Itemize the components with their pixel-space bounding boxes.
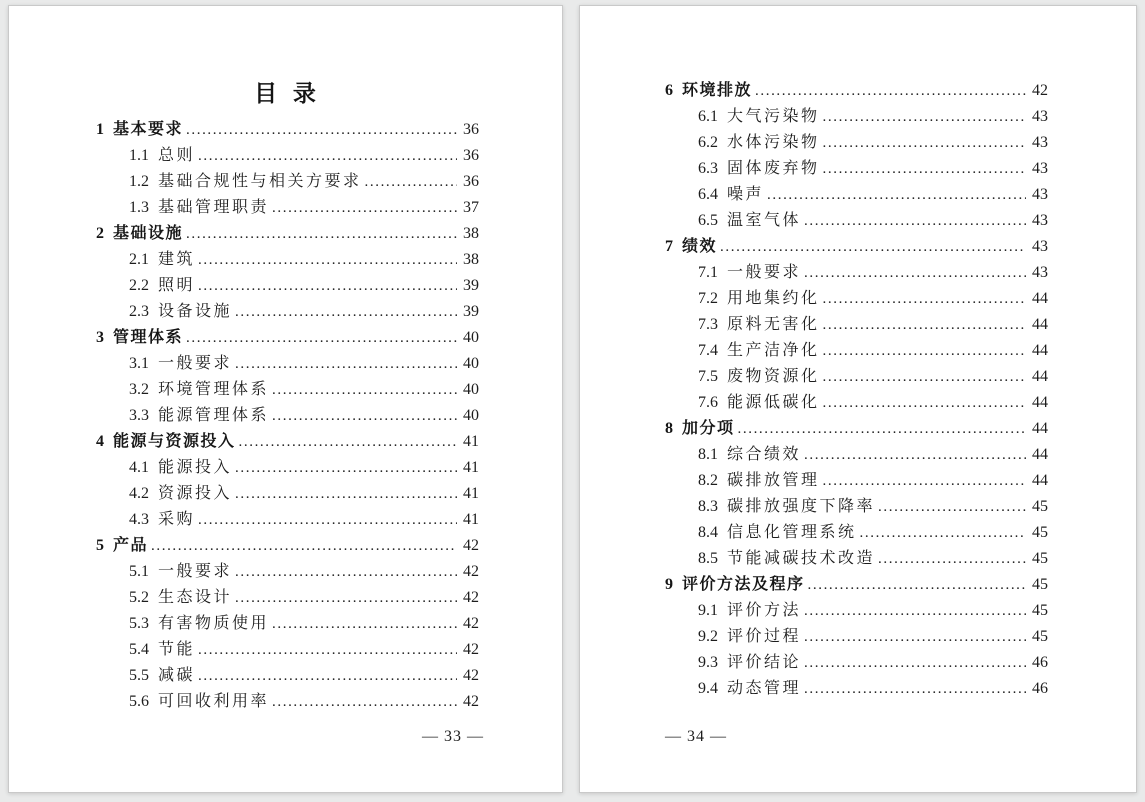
entry-label: 基础管理职责 bbox=[158, 199, 270, 216]
entry-page-number: 43 bbox=[1032, 238, 1048, 255]
entry-number: 6.5 bbox=[698, 212, 718, 229]
toc-entry bbox=[96, 663, 479, 689]
page-number-footer: — 33 — bbox=[422, 728, 484, 745]
entry-label: 评价方法 bbox=[727, 602, 802, 619]
entry-number: 7.3 bbox=[698, 316, 718, 333]
entry-page-number: 45 bbox=[1032, 524, 1048, 541]
entry-label: 能源与资源投入 bbox=[113, 433, 236, 450]
toc-entry bbox=[665, 650, 1048, 676]
toc-entry bbox=[96, 351, 479, 377]
entry-number: 2.3 bbox=[129, 303, 149, 320]
entry-page-number: 44 bbox=[1032, 420, 1048, 437]
entry-label: 建筑 bbox=[158, 251, 196, 268]
entry-page-number: 42 bbox=[463, 693, 479, 710]
toc-entry bbox=[665, 312, 1048, 338]
entry-number: 7.4 bbox=[698, 342, 718, 359]
toc-entry bbox=[665, 572, 1048, 598]
entry-label: 一般要求 bbox=[158, 563, 233, 580]
toc-entry bbox=[96, 429, 479, 455]
toc-entry bbox=[96, 481, 479, 507]
entry-page-number: 43 bbox=[1032, 186, 1048, 203]
entry-number: 9.2 bbox=[698, 628, 718, 645]
dot-leader bbox=[878, 494, 1026, 520]
entry-label: 固体废弃物 bbox=[727, 160, 820, 177]
entry-number: 3.3 bbox=[129, 407, 149, 424]
entry-label: 减碳 bbox=[158, 667, 196, 684]
entry-label: 动态管理 bbox=[727, 680, 802, 697]
entry-number: 4.1 bbox=[129, 459, 149, 476]
dot-leader bbox=[804, 442, 1026, 468]
dot-leader bbox=[365, 169, 457, 195]
dot-leader bbox=[755, 78, 1026, 104]
toc-entry bbox=[96, 221, 479, 247]
entry-number: 7.5 bbox=[698, 368, 718, 385]
entry-page-number: 41 bbox=[463, 485, 479, 502]
entry-page-number: 44 bbox=[1032, 446, 1048, 463]
entry-number: 7 bbox=[665, 238, 673, 255]
dot-leader bbox=[823, 390, 1026, 416]
entry-label: 生态设计 bbox=[158, 589, 233, 606]
entry-label: 基础合规性与相关方要求 bbox=[158, 173, 362, 190]
entry-number: 7.6 bbox=[698, 394, 718, 411]
dot-leader bbox=[860, 520, 1026, 546]
toc-entry bbox=[665, 442, 1048, 468]
entry-label: 生产洁净化 bbox=[727, 342, 820, 359]
toc-entry bbox=[96, 689, 479, 715]
dot-leader bbox=[823, 286, 1026, 312]
dot-leader bbox=[272, 403, 457, 429]
entry-number: 8.1 bbox=[698, 446, 718, 463]
entry-page-number: 39 bbox=[463, 277, 479, 294]
entry-page-number: 39 bbox=[463, 303, 479, 320]
entry-number: 8.3 bbox=[698, 498, 718, 515]
entry-number: 3.2 bbox=[129, 381, 149, 398]
dot-leader bbox=[878, 546, 1026, 572]
entry-number: 4.3 bbox=[129, 511, 149, 528]
entry-number: 9 bbox=[665, 576, 673, 593]
toc-entry bbox=[665, 78, 1048, 104]
entry-page-number: 36 bbox=[463, 173, 479, 190]
toc-entry bbox=[96, 533, 479, 559]
toc-entry bbox=[665, 156, 1048, 182]
toc-entry bbox=[665, 676, 1048, 702]
entry-page-number: 46 bbox=[1032, 680, 1048, 697]
entry-page-number: 42 bbox=[463, 563, 479, 580]
entry-page-number: 44 bbox=[1032, 290, 1048, 307]
entry-label: 评价方法及程序 bbox=[682, 576, 805, 593]
entry-page-number: 42 bbox=[463, 641, 479, 658]
toc-entry bbox=[96, 117, 479, 143]
dot-leader bbox=[823, 312, 1026, 338]
dot-leader bbox=[198, 273, 457, 299]
entry-number: 1.1 bbox=[129, 147, 149, 164]
entry-page-number: 38 bbox=[463, 225, 479, 242]
dot-leader bbox=[235, 351, 457, 377]
entry-label: 环境排放 bbox=[682, 82, 753, 99]
dot-leader bbox=[804, 208, 1026, 234]
entry-label: 评价结论 bbox=[727, 654, 802, 671]
entry-page-number: 36 bbox=[463, 147, 479, 164]
entry-page-number: 44 bbox=[1032, 394, 1048, 411]
toc-entry bbox=[96, 299, 479, 325]
entry-page-number: 45 bbox=[1032, 550, 1048, 567]
entry-label: 噪声 bbox=[727, 186, 765, 203]
entry-label: 可回收利用率 bbox=[158, 693, 270, 710]
entry-number: 6.1 bbox=[698, 108, 718, 125]
dot-leader bbox=[738, 416, 1026, 442]
toc-entry bbox=[96, 559, 479, 585]
entry-page-number: 45 bbox=[1032, 628, 1048, 645]
entry-label: 废物资源化 bbox=[727, 368, 820, 385]
entry-number: 8.2 bbox=[698, 472, 718, 489]
entry-label: 产品 bbox=[113, 537, 149, 554]
entry-number: 4 bbox=[96, 433, 104, 450]
entry-label: 总则 bbox=[158, 147, 196, 164]
entry-number: 2 bbox=[96, 225, 104, 242]
toc-entry bbox=[665, 364, 1048, 390]
entry-page-number: 42 bbox=[1032, 82, 1048, 99]
toc-entry bbox=[96, 169, 479, 195]
toc-entry bbox=[96, 611, 479, 637]
entry-label: 节能 bbox=[158, 641, 196, 658]
toc-entry bbox=[665, 104, 1048, 130]
dot-leader bbox=[823, 130, 1026, 156]
dot-leader bbox=[272, 689, 457, 715]
entry-page-number: 42 bbox=[463, 537, 479, 554]
toc-entry bbox=[96, 143, 479, 169]
dot-leader bbox=[235, 585, 457, 611]
entry-page-number: 38 bbox=[463, 251, 479, 268]
dot-leader bbox=[186, 221, 457, 247]
entry-number: 5.2 bbox=[129, 589, 149, 606]
entry-page-number: 43 bbox=[1032, 134, 1048, 151]
entry-label: 加分项 bbox=[682, 420, 735, 437]
dot-leader bbox=[186, 325, 457, 351]
dot-leader bbox=[272, 611, 457, 637]
toc-entry bbox=[665, 624, 1048, 650]
dot-leader bbox=[235, 559, 457, 585]
entry-label: 采购 bbox=[158, 511, 196, 528]
entry-label: 评价过程 bbox=[727, 628, 802, 645]
dot-leader bbox=[186, 117, 457, 143]
entry-label: 绩效 bbox=[682, 238, 718, 255]
entry-label: 用地集约化 bbox=[727, 290, 820, 307]
dot-leader bbox=[239, 429, 457, 455]
entry-page-number: 37 bbox=[463, 199, 479, 216]
entry-label: 节能减碳技术改造 bbox=[727, 550, 876, 567]
entry-label: 水体污染物 bbox=[727, 134, 820, 151]
dot-leader bbox=[808, 572, 1026, 598]
entry-page-number: 44 bbox=[1032, 368, 1048, 385]
entry-number: 6.4 bbox=[698, 186, 718, 203]
entry-number: 2.2 bbox=[129, 277, 149, 294]
entry-page-number: 42 bbox=[463, 589, 479, 606]
entry-number: 9.4 bbox=[698, 680, 718, 697]
dot-leader bbox=[823, 364, 1026, 390]
entry-label: 综合绩效 bbox=[727, 446, 802, 463]
entry-label: 碳排放强度下降率 bbox=[727, 498, 876, 515]
entry-number: 6 bbox=[665, 82, 673, 99]
toc-entry bbox=[96, 195, 479, 221]
entry-label: 大气污染物 bbox=[727, 108, 820, 125]
entry-label: 基础设施 bbox=[113, 225, 184, 242]
dot-leader bbox=[823, 156, 1026, 182]
entry-number: 7.2 bbox=[698, 290, 718, 307]
entry-page-number: 40 bbox=[463, 355, 479, 372]
entry-label: 信息化管理系统 bbox=[727, 524, 857, 541]
entry-label: 一般要求 bbox=[727, 264, 802, 281]
entry-page-number: 46 bbox=[1032, 654, 1048, 671]
entry-number: 6.2 bbox=[698, 134, 718, 151]
entry-number: 1.3 bbox=[129, 199, 149, 216]
toc-entry bbox=[665, 286, 1048, 312]
entry-number: 7.1 bbox=[698, 264, 718, 281]
entry-page-number: 40 bbox=[463, 329, 479, 346]
dot-leader bbox=[823, 338, 1026, 364]
dot-leader bbox=[823, 468, 1026, 494]
entry-page-number: 41 bbox=[463, 511, 479, 528]
toc-entry bbox=[665, 390, 1048, 416]
entry-page-number: 42 bbox=[463, 615, 479, 632]
entry-page-number: 44 bbox=[1032, 472, 1048, 489]
entry-label: 温室气体 bbox=[727, 212, 802, 229]
toc-list bbox=[665, 6, 1048, 702]
toc-list bbox=[96, 117, 479, 715]
entry-page-number: 44 bbox=[1032, 342, 1048, 359]
entry-number: 8.4 bbox=[698, 524, 718, 541]
entry-page-number: 44 bbox=[1032, 316, 1048, 333]
entry-number: 5.3 bbox=[129, 615, 149, 632]
dot-leader bbox=[235, 455, 457, 481]
entry-page-number: 40 bbox=[463, 407, 479, 424]
entry-number: 8.5 bbox=[698, 550, 718, 567]
dot-leader bbox=[804, 260, 1026, 286]
page-number-footer: — 34 — bbox=[665, 728, 727, 745]
dot-leader bbox=[804, 598, 1026, 624]
entry-page-number: 43 bbox=[1032, 108, 1048, 125]
dot-leader bbox=[272, 377, 457, 403]
entry-label: 管理体系 bbox=[113, 329, 184, 346]
dot-leader bbox=[823, 104, 1026, 130]
entry-label: 设备设施 bbox=[158, 303, 233, 320]
entry-number: 3.1 bbox=[129, 355, 149, 372]
entry-page-number: 42 bbox=[463, 667, 479, 684]
toc-entry bbox=[665, 208, 1048, 234]
toc-entry bbox=[665, 546, 1048, 572]
entry-label: 基本要求 bbox=[113, 121, 184, 138]
toc-entry bbox=[665, 260, 1048, 286]
entry-label: 一般要求 bbox=[158, 355, 233, 372]
dot-leader bbox=[720, 234, 1026, 260]
entry-number: 5.6 bbox=[129, 693, 149, 710]
entry-number: 4.2 bbox=[129, 485, 149, 502]
page-33 bbox=[8, 5, 563, 793]
entry-page-number: 45 bbox=[1032, 576, 1048, 593]
entry-page-number: 43 bbox=[1032, 160, 1048, 177]
dot-leader bbox=[767, 182, 1026, 208]
toc-entry bbox=[96, 273, 479, 299]
toc-entry bbox=[665, 234, 1048, 260]
dot-leader bbox=[198, 143, 457, 169]
toc-entry bbox=[665, 182, 1048, 208]
toc-entry bbox=[96, 637, 479, 663]
entry-page-number: 36 bbox=[463, 121, 479, 138]
entry-page-number: 41 bbox=[463, 459, 479, 476]
entry-number: 5.1 bbox=[129, 563, 149, 580]
entry-number: 2.1 bbox=[129, 251, 149, 268]
entry-number: 1.2 bbox=[129, 173, 149, 190]
toc-entry bbox=[665, 598, 1048, 624]
toc-entry bbox=[665, 520, 1048, 546]
entry-page-number: 45 bbox=[1032, 498, 1048, 515]
entry-page-number: 45 bbox=[1032, 602, 1048, 619]
toc-entry bbox=[665, 130, 1048, 156]
toc-entry bbox=[665, 416, 1048, 442]
entry-number: 6.3 bbox=[698, 160, 718, 177]
entry-number: 9.1 bbox=[698, 602, 718, 619]
entry-label: 原料无害化 bbox=[727, 316, 820, 333]
entry-label: 资源投入 bbox=[158, 485, 233, 502]
dot-leader bbox=[804, 624, 1026, 650]
dot-leader bbox=[198, 637, 457, 663]
toc-entry bbox=[96, 247, 479, 273]
dot-leader bbox=[235, 481, 457, 507]
entry-number: 3 bbox=[96, 329, 104, 346]
entry-number: 5.5 bbox=[129, 667, 149, 684]
entry-number: 5.4 bbox=[129, 641, 149, 658]
page-34 bbox=[579, 5, 1137, 793]
toc-entry bbox=[96, 455, 479, 481]
toc-entry bbox=[96, 507, 479, 533]
toc-entry bbox=[96, 585, 479, 611]
toc-title: 目 录 bbox=[254, 81, 321, 106]
entry-label: 能源管理体系 bbox=[158, 407, 270, 424]
entry-number: 1 bbox=[96, 121, 104, 138]
toc-entry bbox=[665, 338, 1048, 364]
entry-page-number: 43 bbox=[1032, 264, 1048, 281]
entry-label: 能源投入 bbox=[158, 459, 233, 476]
dot-leader bbox=[272, 195, 457, 221]
entry-page-number: 43 bbox=[1032, 212, 1048, 229]
toc-entry bbox=[665, 494, 1048, 520]
toc-entry bbox=[96, 403, 479, 429]
entry-label: 有害物质使用 bbox=[158, 615, 270, 632]
entry-number: 9.3 bbox=[698, 654, 718, 671]
entry-number: 5 bbox=[96, 537, 104, 554]
dot-leader bbox=[804, 650, 1026, 676]
entry-number: 8 bbox=[665, 420, 673, 437]
dot-leader bbox=[198, 247, 457, 273]
toc-entry bbox=[96, 377, 479, 403]
entry-page-number: 41 bbox=[463, 433, 479, 450]
toc-entry bbox=[96, 325, 479, 351]
entry-label: 环境管理体系 bbox=[158, 381, 270, 398]
dot-leader bbox=[235, 299, 457, 325]
dot-leader bbox=[804, 676, 1026, 702]
entry-label: 照明 bbox=[158, 277, 196, 294]
dot-leader bbox=[151, 533, 457, 559]
dot-leader bbox=[198, 507, 457, 533]
entry-label: 能源低碳化 bbox=[727, 394, 820, 411]
entry-label: 碳排放管理 bbox=[727, 472, 820, 489]
entry-page-number: 40 bbox=[463, 381, 479, 398]
dot-leader bbox=[198, 663, 457, 689]
toc-entry bbox=[665, 468, 1048, 494]
